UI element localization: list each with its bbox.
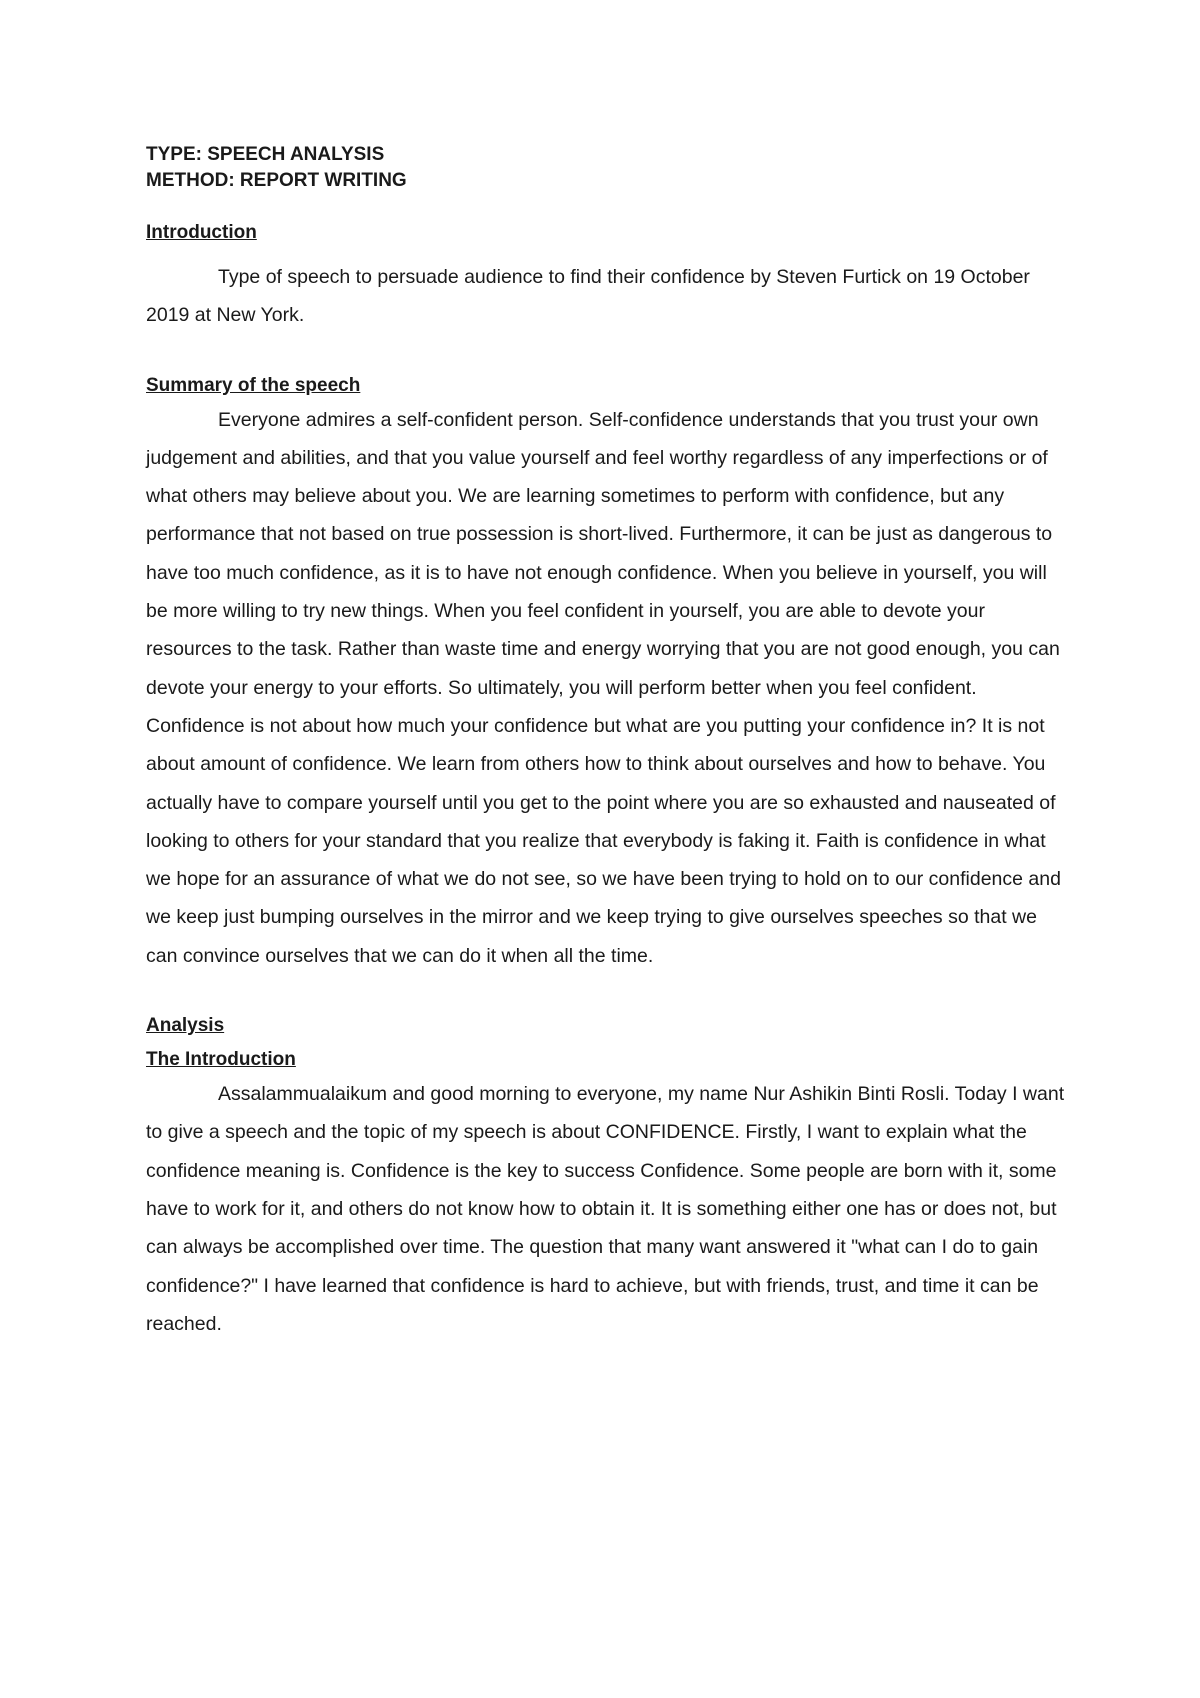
introduction-title: Introduction bbox=[146, 222, 257, 243]
the-introduction-paragraph: Assalammualaikum and good morning to everyone, my name Nur Ashikin Binti Rosli. Today I want to give a speech and the topic of my speech is about CONFIDENCE. Firstly, I want to explain what the confidence meaning is. Confidence is the key to success Confidence. Some people are born with it, some have to work for it, and others do not know how to obtain it. It is something either one has or does not, but can always be accomplished over time. The question that many want answered it "what can I do to gain confidence?" I have learned that confidence is hard to achieve, but with friends, trust, and time it can be reached. bbox=[146, 1083, 1065, 1335]
type-heading: TYPE: SPEECH ANALYSIS bbox=[146, 144, 385, 165]
summary-paragraph: Everyone admires a self-confident person. Self-confidence understands that you trust your own judgement and abilities, and that you value yourself and feel worthy regardless of any imperfections or of what others may believe about you. We are learning sometimes to perform with confidence, but any performance that not based on true possession is short-lived. Furthermore, it can be just as dangerous to have too much confidence, as it is to have not enough confidence. When you believe in yourself, you will be more willing to try new things. When you feel confident in yourself, you are able to devote your resources to the task. Rather than waste time and energy worrying that you are not good enough, you can devote your energy to your efforts. So ultimately, you will perform better when you feel confident. Confidence is not about how much your confidence but what are you putting your confidence in? It is not about amount of confidence. We learn from others how to think about ourselves and how to behave. You actually have to compare yourself until you get to the point where you are so exhausted and nauseated of looking to others for your standard that you realize that everybody is faking it. Faith is confidence in what we hope for an assurance of what we do not see, so we have been trying to hold on to our confidence and we keep just bumping ourselves in the mirror and we keep trying to give ourselves speeches so that we can convince ourselves that we can do it when all the time. bbox=[146, 408, 1061, 967]
analysis-title: Analysis bbox=[146, 1015, 225, 1037]
document-content bbox=[146, 142, 1066, 1343]
introduction-paragraph: Type of speech to persuade audience to find their confidence by Steven Furtick on 19 October 2019 at New York. bbox=[146, 266, 1030, 327]
method-heading: METHOD: REPORT WRITING bbox=[146, 170, 407, 191]
the-introduction-title: The Introduction bbox=[146, 1049, 296, 1071]
summary-title: Summary of the speech bbox=[146, 374, 361, 396]
